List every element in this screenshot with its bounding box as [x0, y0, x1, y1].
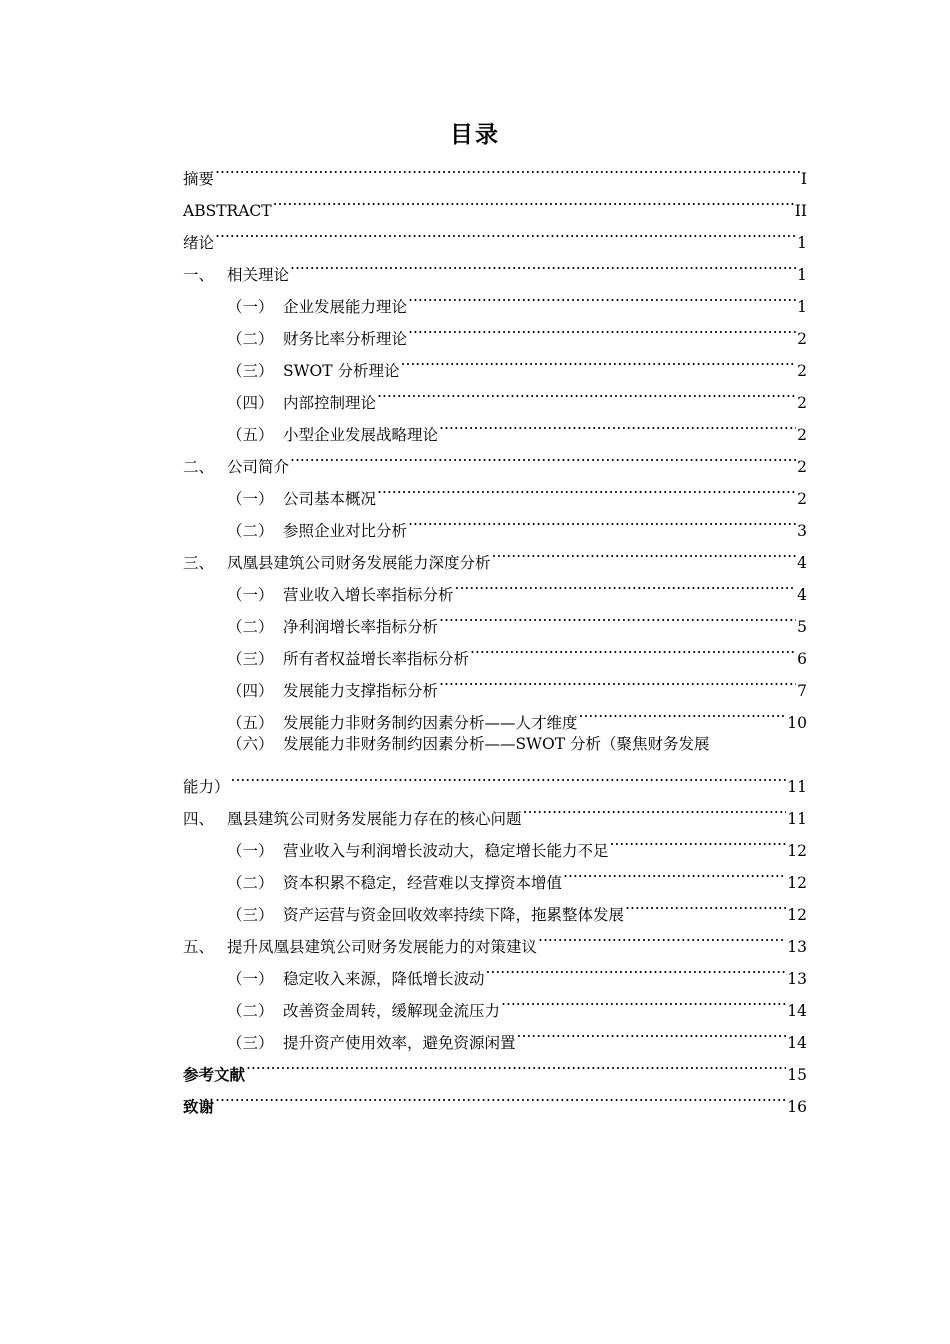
toc-entry-number: （一） [227, 970, 274, 988]
toc-leader-dots [610, 824, 787, 856]
toc-leader-dots [579, 696, 787, 728]
toc-entry-label: 参照企业对比分析 [283, 522, 408, 540]
toc-leader-dots [538, 920, 786, 952]
toc-entry-page: 7 [797, 682, 807, 700]
toc-entry[interactable] [183, 1080, 807, 1116]
toc-entry-label: 营业收入与利润增长波动大，稳定增长能力不足 [283, 842, 609, 860]
toc-entry[interactable] [183, 1048, 807, 1084]
toc-leader-dots [231, 760, 787, 792]
table-of-contents [183, 152, 807, 1116]
toc-entry-page: 4 [797, 554, 807, 572]
toc-entry-number: （二） [227, 874, 274, 892]
toc-entry-page: 5 [797, 618, 807, 636]
toc-entry-page: 15 [787, 1066, 807, 1084]
toc-entry-page: 12 [787, 906, 807, 924]
toc-entry-page: 2 [797, 490, 807, 508]
toc-entry-label: 营业收入增长率指标分析 [283, 586, 454, 604]
toc-entry-number: 四、 [183, 810, 215, 828]
toc-section-top [183, 152, 807, 732]
toc-entry[interactable] [183, 216, 807, 252]
toc-entry-number: （一） [227, 298, 274, 316]
toc-entry-number: （二） [227, 522, 274, 540]
toc-leader-dots [408, 312, 796, 344]
toc-entry-number: （一） [227, 490, 274, 508]
toc-entry-label: 发展能力非财务制约因素分析——人才维度 [283, 714, 578, 732]
toc-entry-number: （二） [227, 1002, 274, 1020]
toc-entry-number: （三） [227, 362, 274, 380]
toc-entry-page: 16 [787, 1098, 807, 1116]
toc-entry-label: 资产运营与资金回收效率持续下降，拖累整体发展 [283, 906, 625, 924]
toc-entry[interactable] [183, 792, 807, 828]
toc-entry-page: 13 [787, 938, 807, 956]
toc-entry-label: 公司基本概况 [283, 490, 377, 508]
toc-entry-page: 2 [797, 458, 807, 476]
toc-entry-label: 净利润增长率指标分析 [283, 618, 439, 636]
toc-leader-dots [377, 472, 796, 504]
toc-entry-number: （一） [227, 842, 274, 860]
toc-entry-label: 企业发展能力理论 [283, 298, 408, 316]
toc-entry-number: （五） [227, 426, 274, 444]
toc-entry-number: （三） [227, 1034, 274, 1052]
toc-leader-dots [470, 632, 796, 664]
toc-leader-dots [439, 664, 796, 696]
toc-entry-number: （二） [227, 618, 274, 636]
toc-entry-page: 4 [797, 586, 807, 604]
toc-section-bottom [183, 792, 807, 1116]
toc-entry-page: 1 [797, 298, 807, 316]
toc-leader-dots [377, 376, 796, 408]
toc-entry-number: 一、 [183, 266, 215, 284]
toc-entry-label: 参考文献 [183, 1066, 246, 1084]
toc-entry-page: 1 [797, 234, 807, 252]
toc-entry-page: 11 [787, 778, 807, 796]
toc-entry-label: 凰县建筑公司财务发展能力存在的核心问题 [227, 810, 522, 828]
toc-entry-label: 绪论 [183, 234, 215, 252]
toc-entry-number: 二、 [183, 458, 215, 476]
toc-entry[interactable] [183, 152, 807, 188]
toc-entry-page: 6 [797, 650, 807, 668]
toc-leader-dots [563, 856, 786, 888]
toc-entry-label: 小型企业发展战略理论 [283, 426, 439, 444]
toc-entry-page: 2 [797, 330, 807, 348]
toc-entry-page: 3 [797, 522, 807, 540]
toc-leader-dots [625, 888, 786, 920]
toc-leader-dots [501, 984, 786, 1016]
toc-leader-dots [523, 792, 787, 824]
toc-entry-label: 资本积累不稳定，经营难以支撑资本增值 [283, 874, 563, 892]
toc-entry-label: 提升资产使用效率，避免资源闲置 [283, 1034, 516, 1052]
toc-entry-page: 14 [787, 1002, 807, 1020]
toc-leader-dots [408, 504, 796, 536]
toc-entry-page: 12 [787, 842, 807, 860]
toc-entry-number: 五、 [183, 938, 215, 956]
toc-entry-label: 摘要 [183, 170, 215, 188]
toc-leader-dots [439, 408, 796, 440]
page-title: 目录 [450, 122, 500, 148]
toc-leader-dots [290, 248, 796, 280]
toc-entry-number: （四） [227, 682, 274, 700]
toc-leader-dots [439, 600, 796, 632]
toc-leader-dots [455, 568, 797, 600]
toc-entry-label: 改善资金周转，缓解现金流压力 [283, 1002, 501, 1020]
toc-entry-page: 11 [787, 810, 807, 828]
toc-entry-label: 致谢 [183, 1098, 215, 1116]
toc-entry-page: 2 [797, 394, 807, 412]
toc-leader-dots [215, 216, 796, 248]
toc-entry-number: （三） [227, 650, 274, 668]
toc-entry-page: 1 [797, 266, 807, 284]
toc-leader-dots [215, 1080, 786, 1112]
toc-entry-page: II [794, 202, 807, 220]
toc-entry-label: 凤凰县建筑公司财务发展能力深度分析 [227, 554, 491, 572]
toc-entry-label: SWOT 分析理论 [283, 362, 400, 380]
toc-entry-label: ABSTRACT [183, 202, 272, 220]
toc-entry-label: 所有者权益增长率指标分析 [283, 650, 470, 668]
toc-entry-number: （二） [227, 330, 274, 348]
toc-entry-number: （一） [227, 586, 274, 604]
toc-leader-dots [401, 344, 797, 376]
toc-entry[interactable] [183, 184, 807, 220]
toc-entry-label: 相关理论 [227, 266, 290, 284]
toc-entry-label: 公司简介 [227, 458, 290, 476]
toc-entry-page: 12 [787, 874, 807, 892]
toc-leader-dots [492, 536, 797, 568]
toc-entry-number: （四） [227, 394, 274, 412]
toc-entry-label: 内部控制理论 [283, 394, 377, 412]
toc-entry-number: 三、 [183, 554, 215, 572]
toc-leader-dots [215, 152, 800, 184]
toc-leader-dots [246, 1048, 786, 1080]
toc-leader-dots [290, 440, 796, 472]
toc-entry-page: 2 [797, 426, 807, 444]
toc-entry-number: （三） [227, 906, 274, 924]
toc-entry[interactable] [183, 248, 807, 284]
toc-leader-dots [517, 1016, 787, 1048]
toc-entry-label-line2: 能力） [183, 778, 230, 796]
toc-entry-page: 13 [787, 970, 807, 988]
toc-entry-label: 财务比率分析理论 [283, 330, 408, 348]
toc-entry-page: 2 [797, 362, 807, 380]
toc-leader-dots [273, 184, 794, 216]
toc-entry-page: 10 [787, 714, 807, 732]
toc-entry-page: 14 [787, 1034, 807, 1052]
toc-entry-number: （五） [227, 714, 274, 732]
toc-entry-label: 稳定收入来源，降低增长波动 [283, 970, 485, 988]
toc-leader-dots [408, 280, 796, 312]
toc-entry-label: 发展能力支撑指标分析 [283, 682, 439, 700]
toc-entry-page: I [800, 170, 807, 188]
toc-entry-wrapped[interactable] [183, 728, 807, 796]
toc-entry-label-line1: 发展能力非财务制约因素分析——SWOT 分析（聚焦财务发展 [283, 735, 710, 753]
toc-leader-dots [486, 952, 787, 984]
toc-entry-number: （六） [227, 735, 274, 753]
toc-entry-label: 提升凤凰县建筑公司财务发展能力的对策建议 [227, 938, 538, 956]
